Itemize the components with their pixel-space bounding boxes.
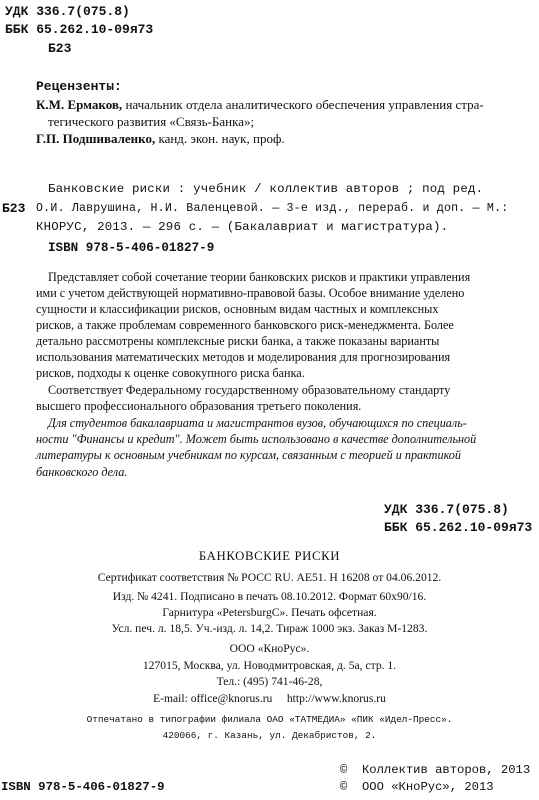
abstract-line: рисков, а также проблемам современного банковского риск-менеджмента. Более [36, 318, 454, 332]
footer-copyright-publisher: © ООО «КноРус», 2013 [340, 780, 494, 794]
catalog-code: Б23 [2, 201, 26, 216]
imprint-address: 127015, Москва, ул. Новодмитровская, д. 5а, стр. 1. [142, 659, 397, 672]
imprint-line: Гарнитура «PetersburgC». Печать офсетная. [162, 606, 377, 619]
reviewer-1-text-cont: тегического развития «Связь-Банка»; [48, 114, 255, 129]
abstract-italic-line: Для студентов бакалавриата и магистрантов вузов, обучающихся по специаль- [48, 416, 467, 430]
abstract-italic-line: ности "Финансы и кредит". Может быть использовано в качестве дополнительной [36, 432, 477, 446]
imprint-email: E-mail: office@knorus.ru http://www.knorus.ru [153, 692, 386, 705]
imprint-phone: Тел.: (495) 741-46-28, [216, 675, 323, 688]
header-code: Б23 [48, 41, 72, 56]
footer-copyright-authors: © Коллектив авторов, 2013 [340, 763, 531, 777]
reviewer-1-name: К.М. Ермаков, [36, 97, 123, 112]
printer-line-2: 420066, г. Казань, ул. Декабристов, 2. [162, 730, 377, 741]
printer-line-1: Отпечатано в типографии филиала ОАО «ТАТМЕДИА» «ПИК «Идел-Пресс». [86, 714, 453, 725]
abstract-italic-line: литературы к основным учебникам по курсам, связанным с теорией и практикой [36, 448, 461, 462]
classification-udk: УДК 336.7(075.8) [384, 502, 509, 517]
imprint-line: Изд. № 4241. Подписано в печать 08.10.2012. Формат 60х90/16. [112, 590, 427, 603]
reviewer-1 [36, 97, 484, 112]
imprint-certificate: Сертификат соответствия № РОСС RU. АЕ51. Н 16208 от 04.06.2012. [97, 571, 442, 584]
catalog-line-3: КНОРУС, 2013. — 296 с. — (Бакалавриат и магистратура). [36, 220, 449, 234]
abstract-line: ими с учетом действующей нормативно-правовой базы. Особое внимание уделено [36, 286, 465, 300]
reviewer-2-text: канд. экон. наук, проф. [155, 131, 285, 146]
abstract-line: Соответствует Федеральному государственному образовательному стандарту [48, 383, 451, 397]
reviewer-2 [36, 131, 285, 146]
imprint-title: БАНКОВСКИЕ РИСКИ [198, 549, 341, 563]
reviewer-1-text: начальник отдела аналитического обеспечения управления стра- [122, 97, 484, 112]
abstract-line: высшего профессионального образования третьего поколения. [36, 399, 362, 413]
footer-isbn: ISBN 978-5-406-01827-9 [1, 780, 165, 794]
reviewers-heading: Рецензенты: [36, 79, 122, 94]
abstract-line: сущности и классификации рисков, основным видам частных и комплексных [36, 302, 439, 316]
header-bbk: ББК 65.262.10-09я73 [5, 22, 154, 37]
catalog-line-1: Банковские риски : учебник / коллектив авторов ; под ред. [48, 182, 484, 196]
reviewer-2-name: Г.П. Подшиваленко, [36, 131, 156, 146]
imprint-line: Усл. печ. л. 18,5. Уч.-изд. л. 14,2. Тираж 1000 экз. Заказ М-1283. [111, 622, 428, 635]
catalog-line-2: О.И. Лаврушина, Н.И. Валенцевой. — 3-е изд., перераб. и доп. — М.: [36, 202, 509, 215]
abstract-line: детально рассмотрены комплексные риски банка, а также показаны варианты [36, 334, 440, 348]
abstract-line: использования математических методов и моделирования для прогнозирования [36, 350, 451, 364]
imprint-publisher: ООО «КноРус». [229, 642, 310, 655]
catalog-isbn: ISBN 978-5-406-01827-9 [48, 241, 215, 255]
abstract-line: рисков, подходы к оценке совокупного риска банка. [36, 366, 305, 380]
classification-bbk: ББК 65.262.10-09я73 [384, 520, 533, 535]
header-udk: УДК 336.7(075.8) [5, 4, 130, 19]
abstract-italic-line: банковского дела. [36, 465, 128, 479]
abstract-line: Представляет собой сочетание теории банковских рисков и практики управления [48, 270, 471, 284]
